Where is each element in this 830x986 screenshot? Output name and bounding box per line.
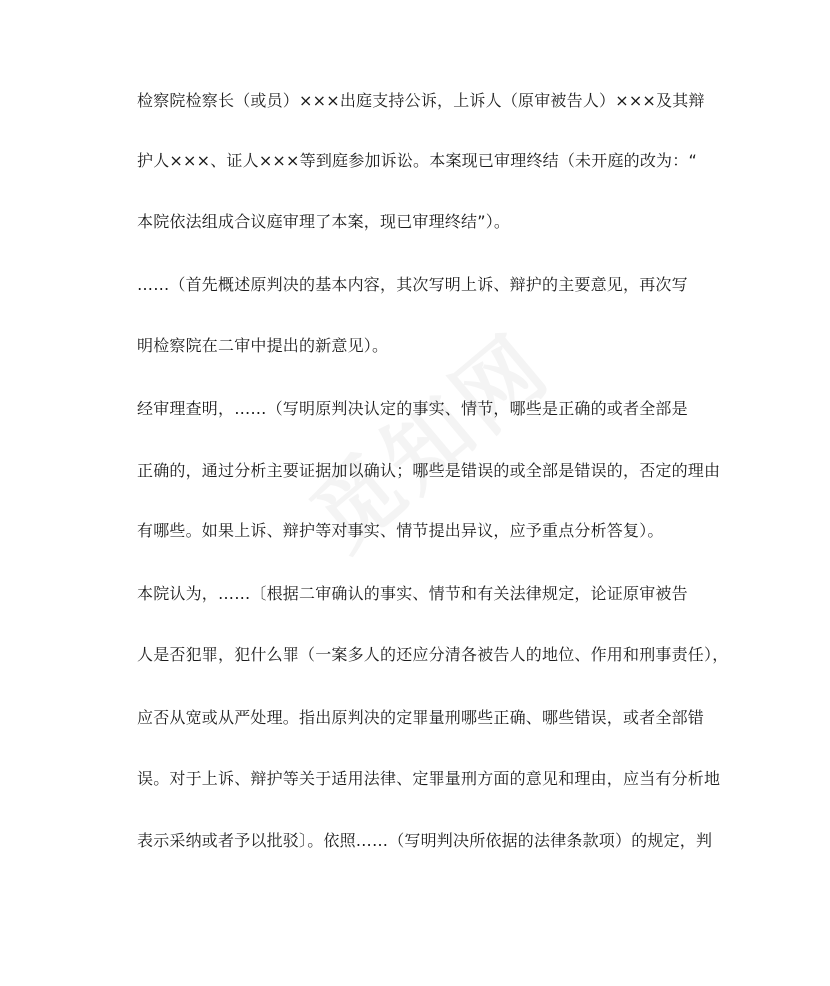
- text-line-10: 人是否犯罪，犯什么罪（一案多人的还应分清各被告人的地位、作用和刑事责任），: [137, 645, 729, 664]
- text-line-13: 表示采纳或者予以批驳〕。依照……（写明判决所依据的法律条款项）的规定，判: [137, 831, 713, 850]
- text-line-8: 有哪些。如果上诉、辩护等对事实、情节提出异议，应予重点分析答复）。: [137, 521, 664, 540]
- text-line-2: 护人×××、证人×××等到庭参加诉讼。本案现已审理终结（未开庭的改为：“: [137, 151, 697, 170]
- text-line-1: 检察院检察长（或员）×××出庭支持公诉，上诉人（原审被告人）×××及其辩: [137, 91, 705, 110]
- text-line-5: 明检察院在二审中提出的新意见）。: [137, 336, 389, 355]
- text-line-9: 本院认为，……〔根据二审确认的事实、情节和有关法律规定，论证原审被告: [137, 584, 688, 603]
- text-line-4: ……（首先概述原判决的基本内容，其次写明上诉、辩护的主要意见，再次写: [137, 275, 688, 294]
- text-line-12: 误。对于上诉、辩护等关于适用法律、定罪量刑方面的意见和理由，应当有分析地: [137, 769, 721, 788]
- text-line-3: 本院依法组成合议庭审理了本案，现已审理终结”）。: [137, 212, 511, 231]
- text-line-7: 正确的，通过分析主要证据加以确认；哪些是错误的或全部是错误的，否定的理由: [137, 461, 721, 480]
- text-line-11: 应否从宽或从严处理。指出原判决的定罪量刑哪些正确、哪些错误，或者全部错: [137, 708, 705, 727]
- text-line-6: 经审理查明，……（写明原判决认定的事实、情节，哪些是正确的或者全部是: [137, 399, 688, 418]
